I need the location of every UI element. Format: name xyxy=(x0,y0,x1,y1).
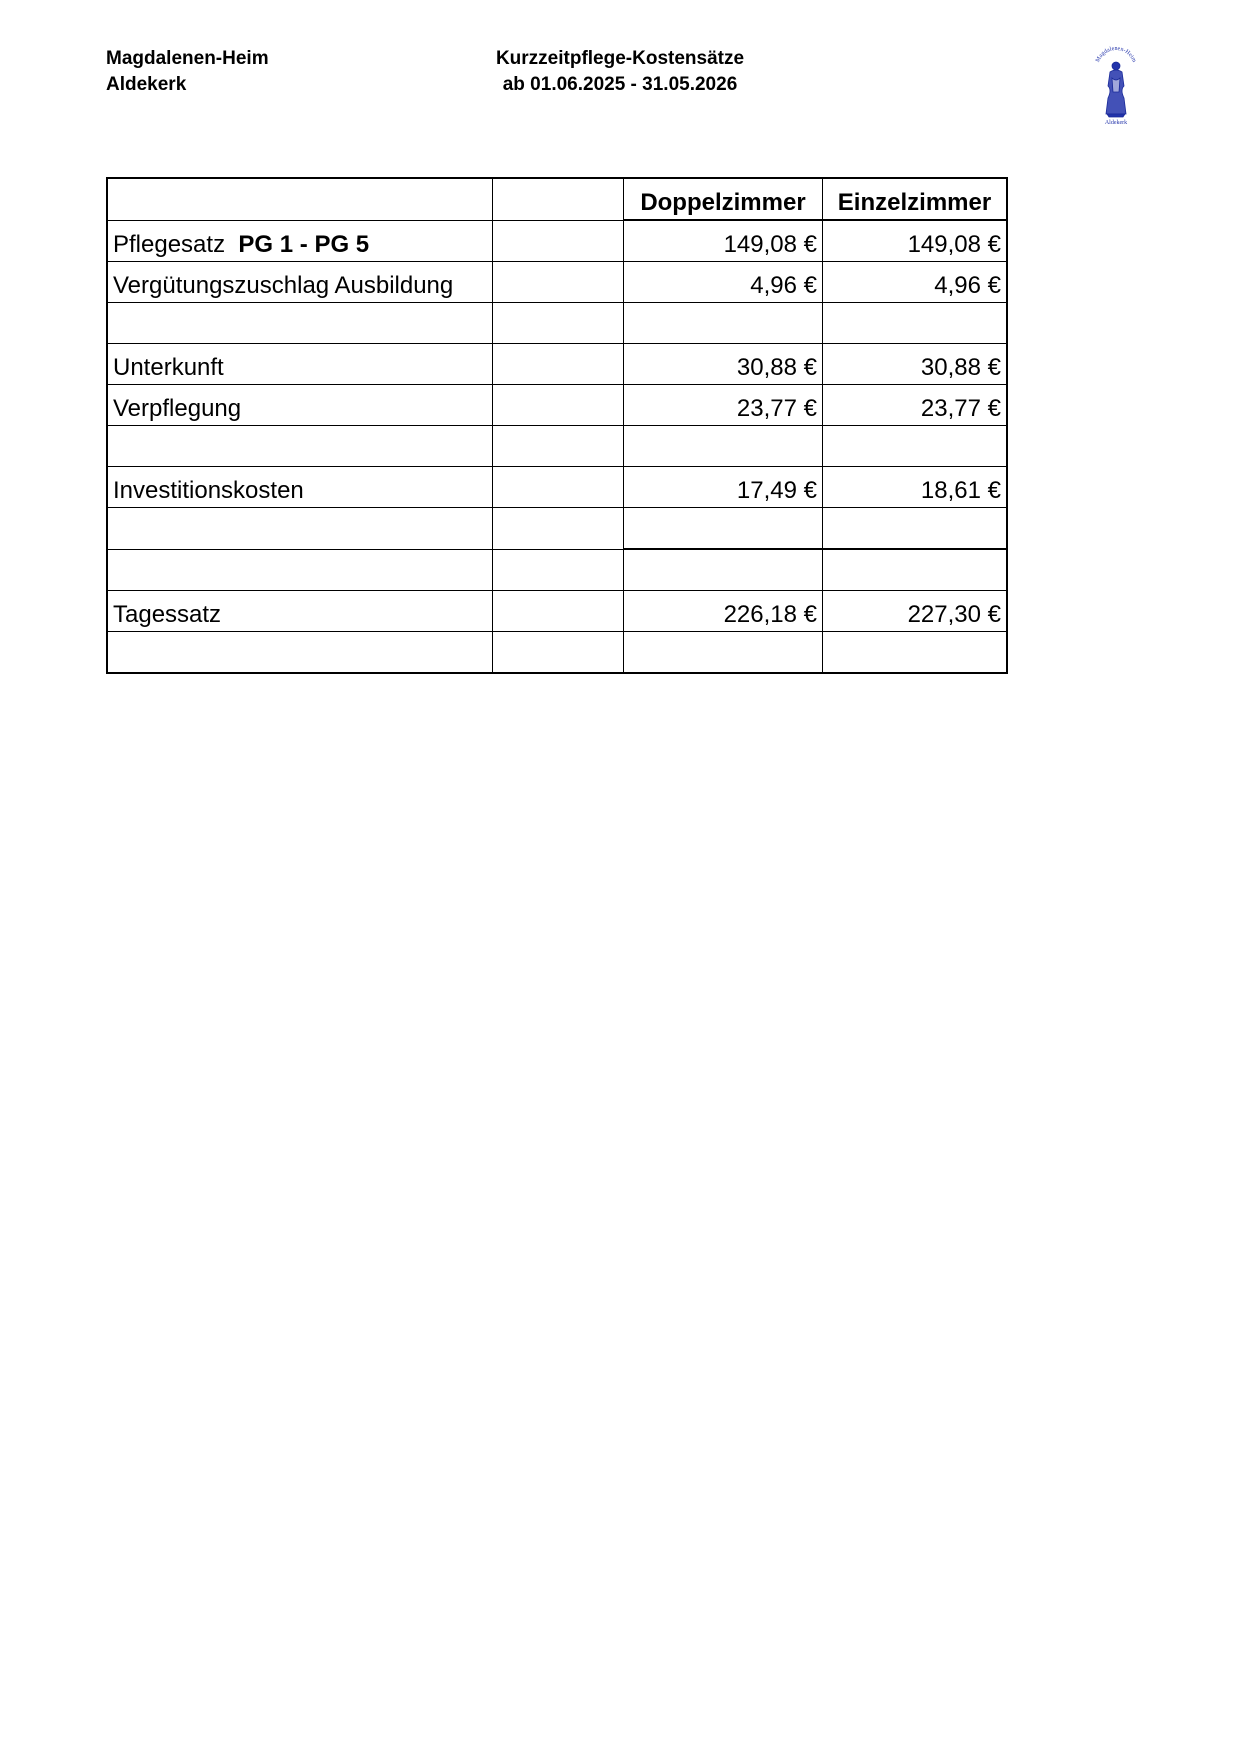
row-empty-cell xyxy=(493,220,624,262)
row-empty-cell xyxy=(493,426,624,467)
row-empty-cell xyxy=(493,467,624,508)
einzelzimmer-value xyxy=(823,508,1008,550)
row-label-cell xyxy=(107,467,493,508)
row-label: Vergütungszuschlag Ausbildung xyxy=(113,272,454,299)
row-label-cell xyxy=(107,508,493,550)
document-period: ab 01.06.2025 - 31.05.2026 xyxy=(502,74,738,95)
svg-text:Magdalenen-Heim xyxy=(1095,46,1137,64)
doppelzimmer-value: 23,77 € xyxy=(624,385,823,426)
doppelzimmer-value: 17,49 € xyxy=(624,467,823,508)
row-empty-cell xyxy=(493,262,624,303)
header-cell-einzelzimmer: Einzelzimmer xyxy=(823,178,1008,220)
organization-location: Aldekerk xyxy=(106,74,187,95)
row-empty-cell xyxy=(493,385,624,426)
row-empty-cell xyxy=(493,591,624,632)
row-label-cell xyxy=(107,220,493,262)
header-cell-doppelzimmer: Doppelzimmer xyxy=(624,178,823,220)
einzelzimmer-value xyxy=(823,632,1008,674)
table-row xyxy=(107,303,1007,344)
table-row xyxy=(107,632,1007,674)
table-row xyxy=(107,467,1007,508)
doppelzimmer-value: 4,96 € xyxy=(624,262,823,303)
header-cell-empty xyxy=(493,178,624,220)
row-empty-cell xyxy=(493,344,624,385)
einzelzimmer-value xyxy=(823,549,1008,591)
doppelzimmer-value: 226,18 € xyxy=(624,591,823,632)
row-label-cell xyxy=(107,426,493,467)
table-row xyxy=(107,262,1007,303)
table-row xyxy=(107,220,1007,262)
table-header-row xyxy=(107,178,1007,220)
row-label: Investitionskosten xyxy=(113,477,304,504)
einzelzimmer-value: 18,61 € xyxy=(823,467,1008,508)
row-label-cell xyxy=(107,549,493,591)
doppelzimmer-value xyxy=(624,549,823,591)
row-label-care-grade: PG 1 - PG 5 xyxy=(238,231,370,258)
doppelzimmer-value xyxy=(624,508,823,550)
row-label-cell xyxy=(107,632,493,674)
einzelzimmer-value xyxy=(823,426,1008,467)
logo-bottom-text: Aldekerk xyxy=(1104,120,1128,126)
doppelzimmer-value xyxy=(624,632,823,674)
organization-name: Magdalenen-Heim xyxy=(106,48,269,69)
einzelzimmer-value xyxy=(823,303,1008,344)
row-empty-cell xyxy=(493,508,624,550)
doppelzimmer-value xyxy=(624,303,823,344)
row-label: Pflegesatz xyxy=(113,231,226,258)
doppelzimmer-value: 149,08 € xyxy=(624,220,823,262)
document-title: Kurzzeitpflege-Kostensätze xyxy=(495,48,745,69)
einzelzimmer-value: 23,77 € xyxy=(823,385,1008,426)
header-cell-label xyxy=(107,178,493,220)
table-row xyxy=(107,426,1007,467)
table-row xyxy=(107,549,1007,591)
row-label-cell xyxy=(107,303,493,344)
table-row xyxy=(107,508,1007,550)
table-row xyxy=(107,344,1007,385)
saint-figure-logo xyxy=(1090,46,1142,126)
row-label-cell xyxy=(107,262,493,303)
einzelzimmer-value: 4,96 € xyxy=(823,262,1008,303)
row-label: Tagessatz xyxy=(113,601,222,628)
row-label-cell xyxy=(107,591,493,632)
einzelzimmer-value: 149,08 € xyxy=(823,220,1008,262)
row-label-cell xyxy=(107,344,493,385)
doppelzimmer-value xyxy=(624,426,823,467)
row-empty-cell xyxy=(493,632,624,674)
doppelzimmer-value: 30,88 € xyxy=(624,344,823,385)
einzelzimmer-value: 227,30 € xyxy=(823,591,1008,632)
row-label-cell xyxy=(107,385,493,426)
organization-header xyxy=(106,46,269,98)
row-empty-cell xyxy=(493,549,624,591)
row-label: Verpflegung xyxy=(113,395,242,422)
row-empty-cell xyxy=(493,303,624,344)
table-row xyxy=(107,385,1007,426)
einzelzimmer-value: 30,88 € xyxy=(823,344,1008,385)
cost-rates-table xyxy=(106,177,1008,674)
document-header xyxy=(470,46,770,98)
table-row xyxy=(107,591,1007,632)
logo-arc-text: Magdalenen-Heim xyxy=(1095,46,1137,64)
row-label: Unterkunft xyxy=(113,354,224,381)
